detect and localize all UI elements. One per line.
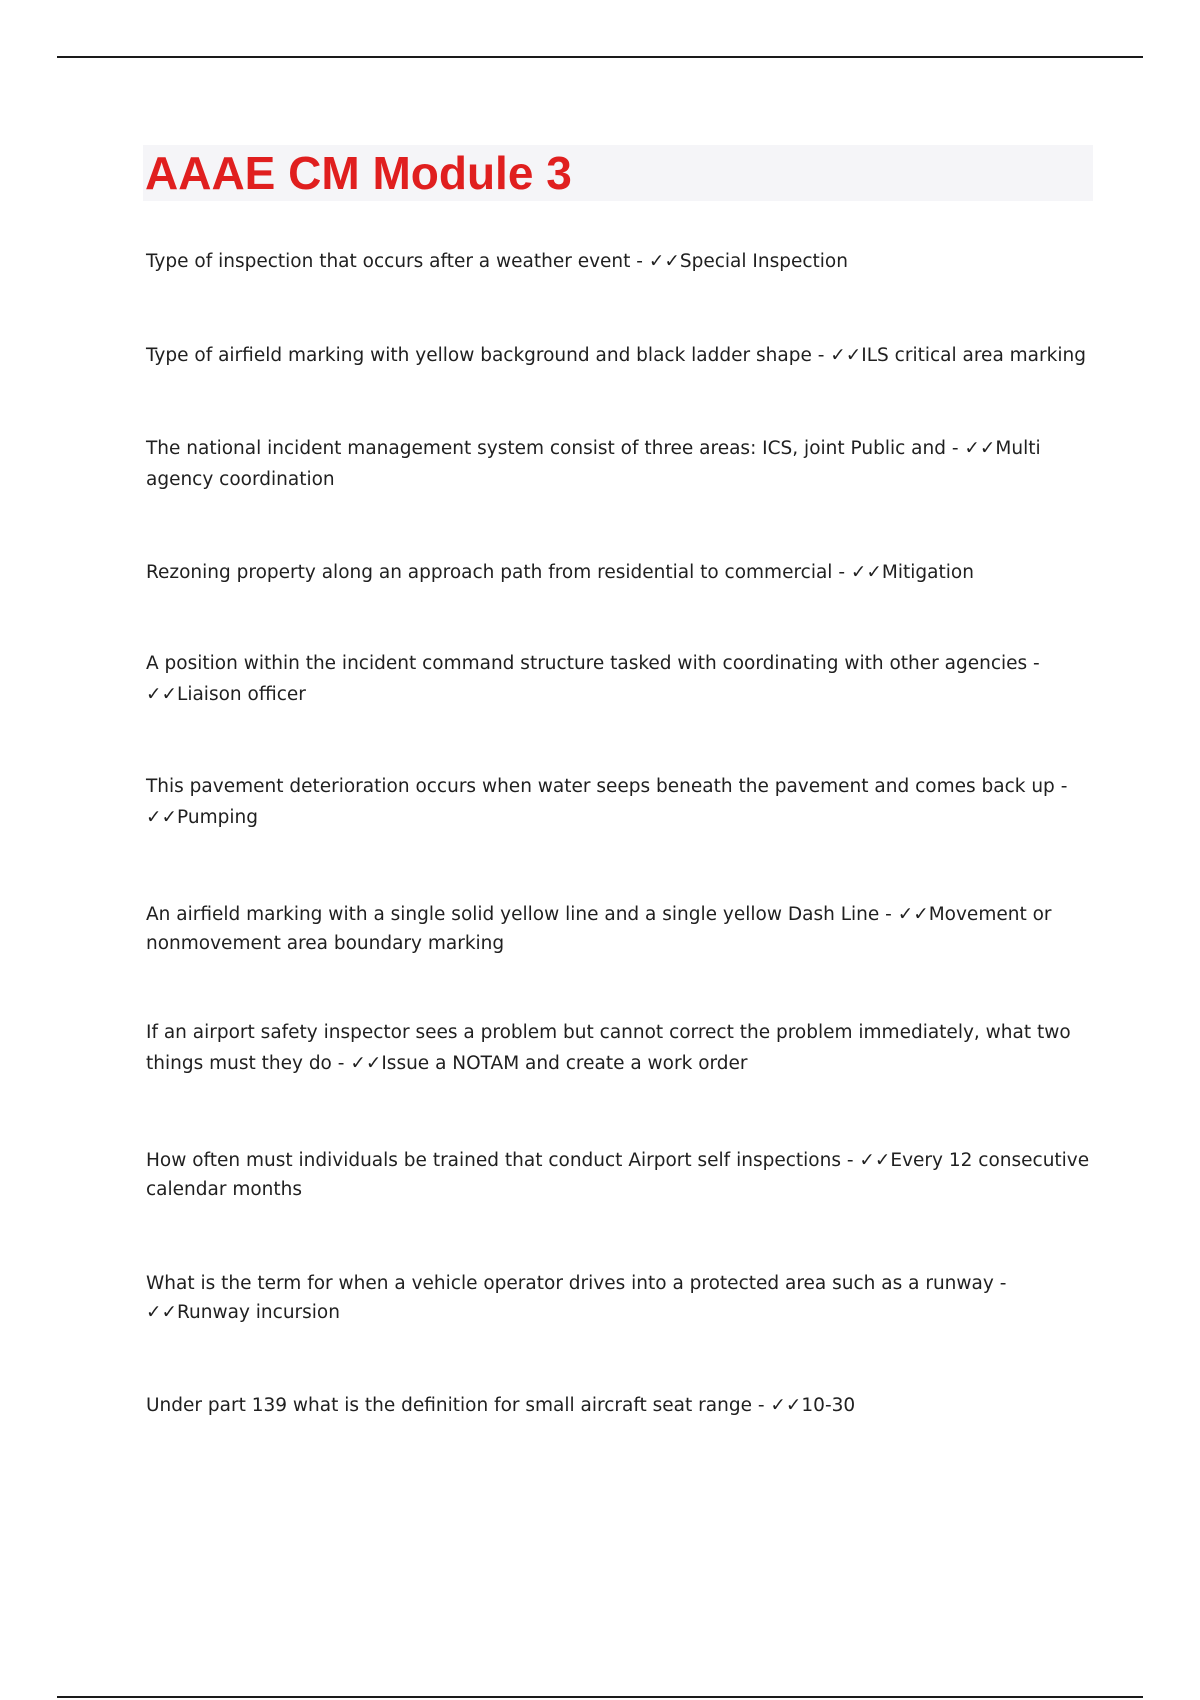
qa-item-8: If an airport safety inspector sees a problem but cannot correct the problem immediately, what two things must they do - ✓✓Issue a NOTAM and create a work order bbox=[146, 1022, 1071, 1074]
question-text: The national incident management system consist of three areas: ICS, joint Public and bbox=[146, 438, 946, 459]
bottom-rule bbox=[57, 1696, 1143, 1698]
check-icon: ✓✓ bbox=[648, 251, 680, 272]
qa-item-6: This pavement deterioration occurs when water seeps beneath the pavement and comes back up - ✓✓Pumping bbox=[146, 776, 1068, 828]
check-icon: ✓✓ bbox=[146, 807, 178, 828]
question-text: If an airport safety inspector sees a problem but cannot correct the problem immediately, what two things must they do bbox=[146, 1022, 1071, 1074]
question-text: Rezoning property along an approach path from residential to commercial bbox=[146, 562, 833, 583]
answer-text: Liaison officer bbox=[177, 684, 306, 705]
question-text: Type of inspection that occurs after a weather event bbox=[146, 251, 631, 272]
check-icon: ✓✓ bbox=[964, 438, 996, 459]
question-text: How often must individuals be trained that conduct Airport self inspections bbox=[146, 1150, 841, 1171]
qa-item-3: The national incident management system consist of three areas: ICS, joint Public and - ✓✓Multi agency coordination bbox=[146, 438, 1041, 490]
qa-item-4: Rezoning property along an approach path from residential to commercial - ✓✓Mitigation bbox=[146, 562, 974, 583]
question-text: Type of airfield marking with yellow background and black ladder shape bbox=[146, 345, 812, 366]
answer-text: Movement or nonmovement area boundary marking bbox=[146, 904, 1052, 954]
qa-item-5: A position within the incident command structure tasked with coordinating with other agencies - ✓✓Liaison officer bbox=[146, 653, 1040, 705]
answer-text: Runway incursion bbox=[177, 1302, 340, 1323]
qa-item-7: An airfield marking with a single solid yellow line and a single yellow Dash Line - ✓✓Movement or nonmovement area boundary marking bbox=[146, 904, 1052, 954]
answer-text: Issue a NOTAM and create a work order bbox=[381, 1053, 748, 1074]
check-icon: ✓✓ bbox=[350, 1053, 382, 1074]
answer-text: Multi agency coordination bbox=[146, 438, 1041, 490]
answer-text: 10-30 bbox=[801, 1395, 856, 1416]
question-text: Under part 139 what is the definition for small aircraft seat range bbox=[146, 1395, 752, 1416]
qa-item-9: How often must individuals be trained that conduct Airport self inspections - ✓✓Every 12 consecutive calendar months bbox=[146, 1150, 1090, 1200]
question-text: This pavement deterioration occurs when water seeps beneath the pavement and comes back up bbox=[146, 776, 1055, 797]
answer-text: Mitigation bbox=[881, 562, 974, 583]
question-text: What is the term for when a vehicle operator drives into a protected area such as a runway bbox=[146, 1273, 994, 1294]
check-icon: ✓✓ bbox=[859, 1150, 891, 1171]
check-icon: ✓✓ bbox=[897, 904, 929, 925]
answer-text: ILS critical area marking bbox=[861, 345, 1086, 366]
check-icon: ✓✓ bbox=[146, 684, 178, 705]
check-icon: ✓✓ bbox=[850, 562, 882, 583]
top-rule bbox=[57, 56, 1143, 58]
qa-item-10: What is the term for when a vehicle operator drives into a protected area such as a runway - ✓✓Runway incursion bbox=[146, 1273, 1007, 1323]
qa-item-2: Type of airfield marking with yellow background and black ladder shape - ✓✓ILS critical area marking bbox=[146, 345, 1086, 366]
check-icon: ✓✓ bbox=[146, 1302, 178, 1323]
answer-text: Pumping bbox=[177, 807, 258, 828]
check-icon: ✓✓ bbox=[770, 1395, 802, 1416]
answer-text: Special Inspection bbox=[679, 251, 848, 272]
answer-text: Every 12 consecutive calendar months bbox=[146, 1150, 1090, 1200]
question-text: An airfield marking with a single solid yellow line and a single yellow Dash Line bbox=[146, 904, 880, 925]
document-title: AAAE CM Module 3 bbox=[145, 147, 572, 199]
qa-item-11: Under part 139 what is the definition for small aircraft seat range - ✓✓10-30 bbox=[146, 1395, 856, 1416]
question-text: A position within the incident command structure tasked with coordinating with other agencies bbox=[146, 653, 1028, 674]
qa-item-1: Type of inspection that occurs after a weather event - ✓✓Special Inspection bbox=[146, 251, 848, 272]
check-icon: ✓✓ bbox=[830, 345, 862, 366]
